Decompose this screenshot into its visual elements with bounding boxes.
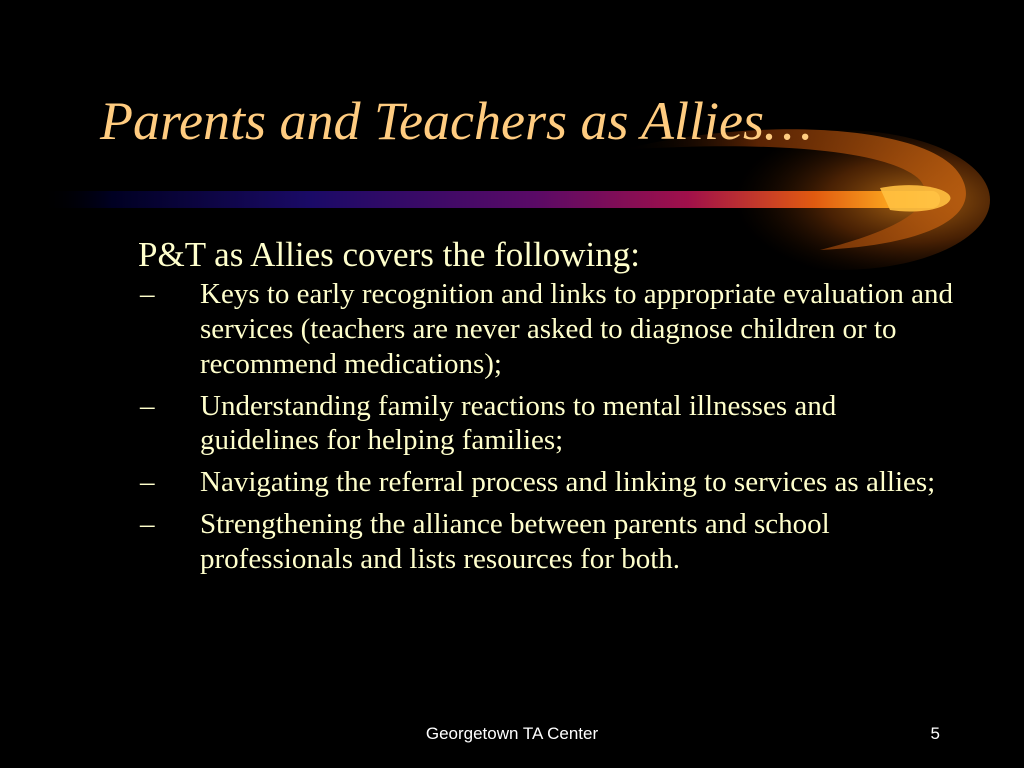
list-item [138,389,958,459]
bullet-text: Understanding family reactions to mental illnesses and guidelines for helping families; [200,389,837,457]
slide-body [138,234,958,584]
bullet-dash: – [140,508,155,541]
bullet-dash: – [140,389,155,422]
bullet-text: Keys to early recognition and links to appropriate evaluation and services (teachers are never asked to diagnose children or to recommend medications); [200,278,953,380]
list-item [138,277,958,381]
list-item [138,465,958,500]
bullet-dash: – [140,466,155,499]
list-item [138,507,958,577]
page-number: 5 [930,724,940,743]
bullet-dash: – [140,278,155,311]
bullet-list [138,277,958,576]
footer-organization: Georgetown TA Center [425,724,599,743]
intro-text: P&T as Allies covers the following: [138,235,640,274]
slide-title: Parents and Teachers as Allies… [100,91,813,151]
bullet-text: Navigating the referral process and linking to services as allies; [200,466,936,499]
bullet-text: Strengthening the alliance between parents and school professionals and lists resources for both. [200,508,830,575]
